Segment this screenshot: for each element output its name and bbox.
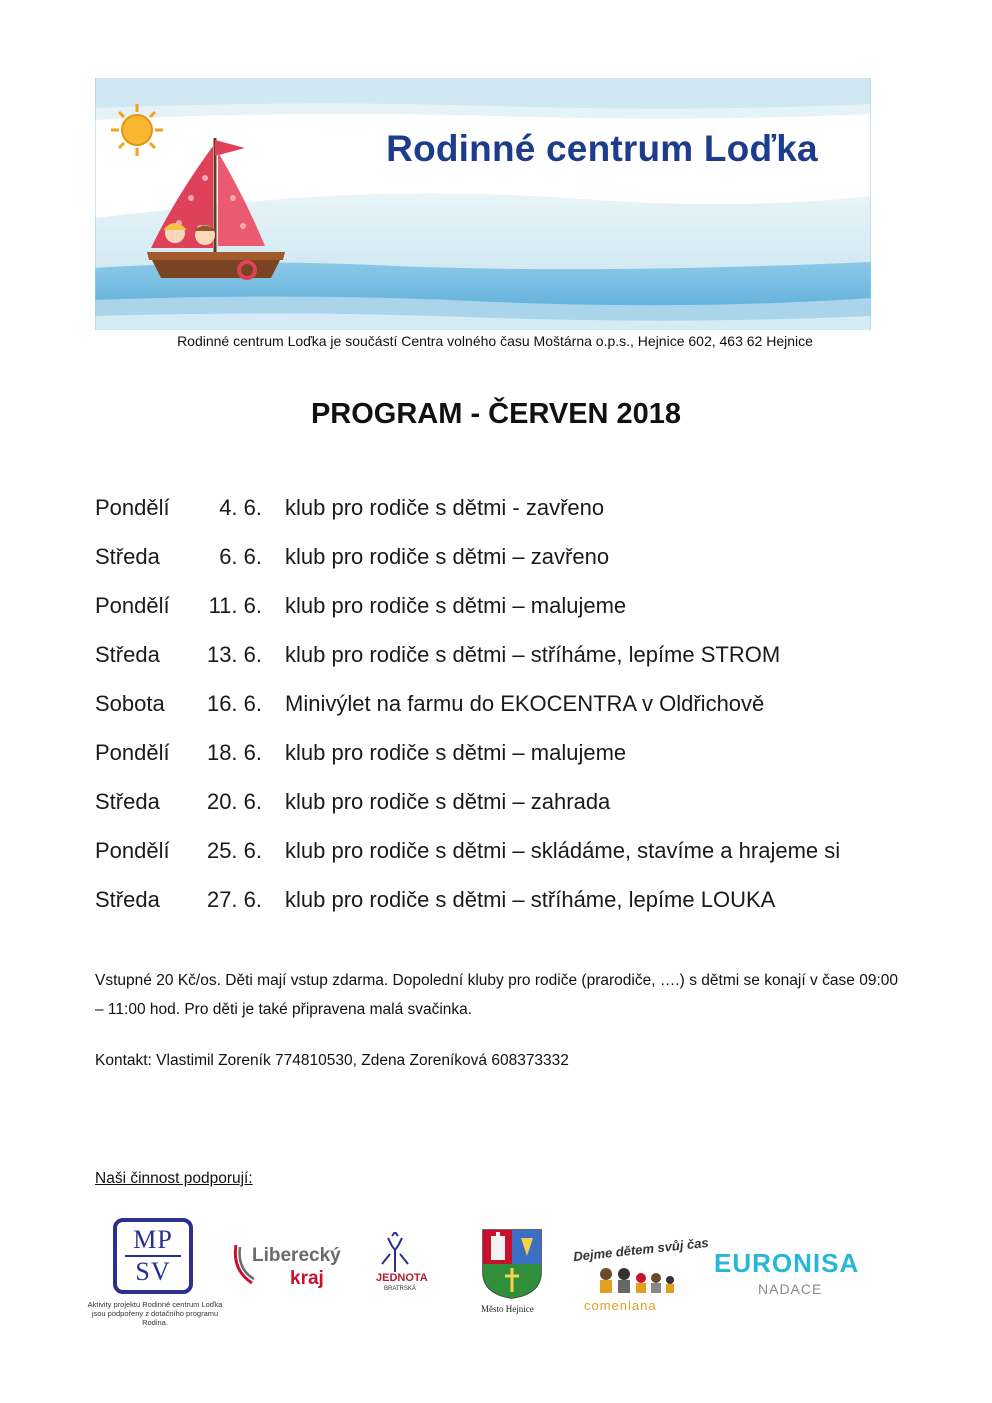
schedule-day: Středa	[95, 887, 160, 912]
schedule-list	[95, 490, 915, 931]
schedule-date: 4. 6.	[219, 495, 262, 520]
liberec-logo-line2: kraj	[290, 1268, 324, 1289]
schedule-day: Sobota	[95, 691, 165, 716]
schedule-row	[95, 882, 915, 931]
schedule-date: 20. 6.	[206, 789, 262, 814]
comenlana-family-icon	[596, 1266, 678, 1294]
liberec-logo-line1: Liberecký	[252, 1245, 341, 1266]
schedule-activity: klub pro rodiče s dětmi – malujeme	[285, 593, 627, 618]
schedule-row	[95, 833, 915, 882]
schedule-date: 16. 6.	[206, 691, 262, 716]
euronisa-logo-text: EURONISA	[714, 1248, 860, 1278]
schedule-date: 6. 6.	[219, 544, 262, 569]
schedule-activity: klub pro rodiče s dětmi – zahrada	[285, 789, 611, 814]
schedule-row	[95, 686, 915, 735]
program-title: PROGRAM - ČERVEN 2018	[310, 398, 682, 430]
schedule-row	[95, 539, 915, 588]
admission-info: Vstupné 20 Kč/os. Děti mají vstup zdarma. Dopolední kluby pro rodiče (prarodiče, ….) s dětmi se konají v čase 09:00 – 11:00 hod. Pro děti je také připravena malá svačinka.	[95, 972, 898, 1018]
nadace-logo-text: NADACE	[758, 1281, 823, 1297]
schedule-day: Pondělí	[95, 838, 170, 863]
schedule-date: 18. 6.	[206, 740, 262, 765]
schedule-activity: klub pro rodiče s dětmi – malujeme	[285, 740, 627, 765]
schedule-activity: klub pro rodiče s dětmi – stříháme, lepíme LOUKA	[285, 887, 776, 912]
schedule-row	[95, 784, 915, 833]
mpsv-logo-text-2: SV	[135, 1257, 171, 1286]
comenlana-slogan: Dejme dětem svůj čas	[572, 1234, 710, 1265]
jednota-deer-icon	[370, 1232, 420, 1274]
schedule-day: Středa	[95, 544, 160, 569]
supporters-heading: Naši činnost podporují:	[95, 1170, 253, 1187]
schedule-day: Středa	[95, 642, 160, 667]
banner-title: Rodinné centrum Loďka	[386, 128, 818, 169]
schedule-date: 27. 6.	[206, 887, 262, 912]
schedule-date: 25. 6.	[206, 838, 262, 863]
schedule-row	[95, 735, 915, 784]
schedule-day: Středa	[95, 789, 160, 814]
schedule-row	[95, 588, 915, 637]
schedule-date: 13. 6.	[206, 642, 262, 667]
hejnice-caption: Město Hejnice	[481, 1304, 534, 1314]
schedule-activity: Minivýlet na farmu do EKOCENTRA v Oldřichově	[285, 691, 765, 716]
schedule-day: Pondělí	[95, 740, 170, 765]
hejnice-coat-of-arms-icon	[481, 1228, 543, 1300]
comenlana-logo-text: comenlana	[584, 1298, 657, 1313]
mpsv-logo-text: MP	[133, 1225, 173, 1254]
schedule-activity: klub pro rodiče s dětmi – skládáme, stavíme a hrajeme si	[285, 838, 841, 863]
schedule-activity: klub pro rodiče s dětmi - zavřeno	[285, 495, 605, 520]
header-banner	[95, 78, 871, 330]
schedule-activity: klub pro rodiče s dětmi – stříháme, lepíme STROM	[285, 642, 781, 667]
schedule-day: Pondělí	[95, 593, 170, 618]
schedule-activity: klub pro rodiče s dětmi – zavřeno	[285, 544, 610, 569]
schedule-row	[95, 490, 915, 539]
jednota-logo-text: JEDNOTA	[376, 1272, 428, 1284]
organization-subtitle: Rodinné centrum Loďka je součástí Centra volného času Moštárna o.p.s., Hejnice 602, 463 62 Hejnice	[177, 333, 813, 349]
schedule-date: 11. 6.	[208, 593, 262, 618]
schedule-day: Pondělí	[95, 495, 170, 520]
contact-info: Kontakt: Vlastimil Zoreník 774810530, Zdena Zoreníková 608373332	[95, 1052, 569, 1069]
schedule-row	[95, 637, 915, 686]
mpsv-caption: Aktivity projektu Rodinné centrum Loďka jsou podpořeny z dotačního programu Rodina.	[87, 1300, 223, 1327]
jednota-logo-subtext: BRATRSKÁ	[384, 1286, 416, 1292]
mpsv-logo	[113, 1218, 193, 1294]
banner-artwork	[95, 78, 871, 330]
